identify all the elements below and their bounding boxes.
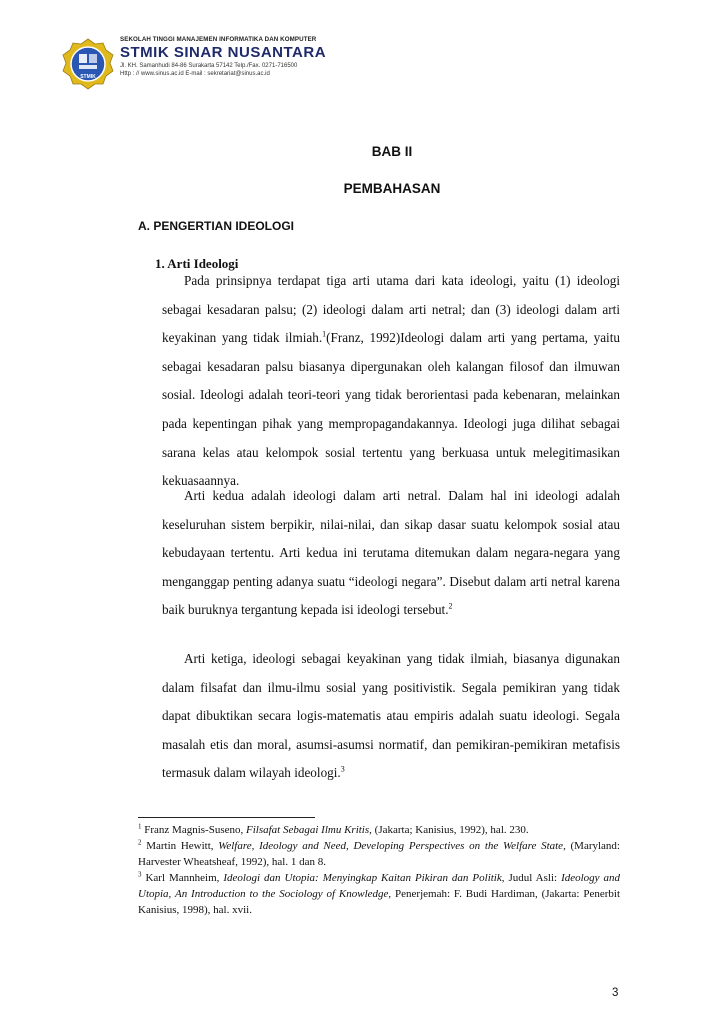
footnote-1-number: 1: [138, 822, 142, 831]
stmik-logo-icon: [62, 38, 114, 90]
footnote-1-title: Filsafat Sebagai Ilmu Kritis: [246, 824, 370, 836]
footnote-ref-1: 1: [322, 329, 327, 339]
letterhead: [62, 36, 382, 96]
institution-address: Jl. KH. Samanhudi 84-86 Surakarta 57142 Telp./Fax. 0271-716500: [120, 63, 298, 69]
footnotes: [138, 822, 620, 918]
footnote-1-source: , (Jakarta; Kanisius, 1992), hal. 230.: [369, 824, 529, 836]
footnote-2-source: , (Maryland: Harvester Wheatsheaf, 1992), hal. 1 dan 8.: [138, 840, 620, 868]
footnote-3-source: , Penerjemah: F. Budi Hardiman, (Jakarta: Penerbit Kanisius, 1998), hal. xvii.: [138, 888, 620, 916]
footnote-3-mid: , Judul Asli:: [501, 872, 562, 884]
institution-name: STMIK SINAR NUSANTARA: [120, 44, 327, 61]
footnote-ref-3: 3: [340, 764, 345, 774]
page-number: 3: [612, 987, 619, 999]
footnote-ref-2: 2: [448, 601, 453, 611]
footnote-1-author: Franz Magnis-Suseno,: [141, 824, 246, 836]
chapter-number: BAB II: [371, 144, 413, 159]
paragraph-3-text: Arti ketiga, ideologi sebagai keyakinan yang tidak ilmiah, biasanya digunakan dalam filsafat dan ilmu-ilmu sosial yang positivistik. Segala pemikiran yang tidak dapat dibuktikan secara logis-matematis atau empiris adalah suatu ideologi. Segala masalah etis dan moral, asumsi-asumsi normatif, dan pemikiran-pemikiran metafisis termasuk dalam wilayah ideologi.: [162, 651, 620, 781]
institution-type: SEKOLAH TINGGI MANAJEMEN INFORMATIKA DAN KOMPUTER: [120, 36, 317, 43]
subsection-heading: 1. Arti Ideologi: [155, 256, 239, 271]
footnote-2-number: 2: [138, 838, 142, 847]
footnote-3-author: Karl Mannheim,: [141, 872, 224, 884]
institution-web: Http : // www.sinus.ac.id E-mail : sekretariat@sinus.ac.id: [120, 71, 270, 77]
paragraph-1-text-a: Pada prinsipnya terdapat tiga arti utama dari kata ideologi, yaitu (1) ideologi sebagai kesadaran palsu; (2) ideologi dalam arti netral; dan (3) ideologi dalam arti keyakinan yang tidak ilmiah.: [162, 273, 620, 346]
paragraph-2-text: Arti kedua adalah ideologi dalam arti netral. Dalam hal ini ideologi adalah keseluruhan sistem berpikir, nilai-nilai, dan sikap dasar suatu kelompok sosial atau kebudayaan tertentu. Arti kedua ini terutama ditemukan dalam negara-negara yang menganggap penting adanya suatu “ideologi negara”. Disebut dalam arti netral karena baik buruknya tergantung kepada isi ideologi tersebut.: [162, 488, 620, 618]
footnote-2-author: Martin Hewitt,: [141, 840, 219, 852]
paragraph-1: [162, 267, 620, 496]
logo-text: STMIK: [80, 74, 96, 80]
footnote-3: [138, 870, 620, 918]
footnote-2-title: Welfare, Ideology and Need, Developing Perspectives on the Welfare State: [218, 840, 564, 852]
paragraph-3: [162, 645, 620, 788]
paragraph-2: [162, 482, 620, 625]
chapter-title: PEMBAHASAN: [343, 181, 441, 196]
footnote-3-title: Ideologi dan Utopia: Menyingkap Kaitan Pikiran dan Politik: [223, 872, 502, 884]
paragraph-1-text-b: (Franz, 1992)Ideologi dalam arti yang pertama, yaitu sebagai kesadaran palsu biasanya dipergunakan oleh kalangan filosof dan ilmuwan sosial. Ideologi adalah teori-teori yang tidak berorientasi pada kebenaran, melainkan pada kepentingan pihak yang mempropagandakannya. Ideologi juga dilihat sebagai sarana kelas atau kelompok sosial tertentu yang berkuasa untuk melegitimasikan kekuasaannya.: [162, 330, 620, 489]
footnote-3-number: 3: [138, 870, 142, 879]
footnote-divider: [138, 817, 315, 818]
footnote-3-original-title: Ideology and Utopia, An Introduction to the Sociology of Knowledge: [138, 872, 621, 900]
footnote-2: [138, 838, 620, 870]
footnote-1: [138, 822, 620, 838]
section-heading: A. PENGERTIAN IDEOLOGI: [138, 219, 295, 233]
